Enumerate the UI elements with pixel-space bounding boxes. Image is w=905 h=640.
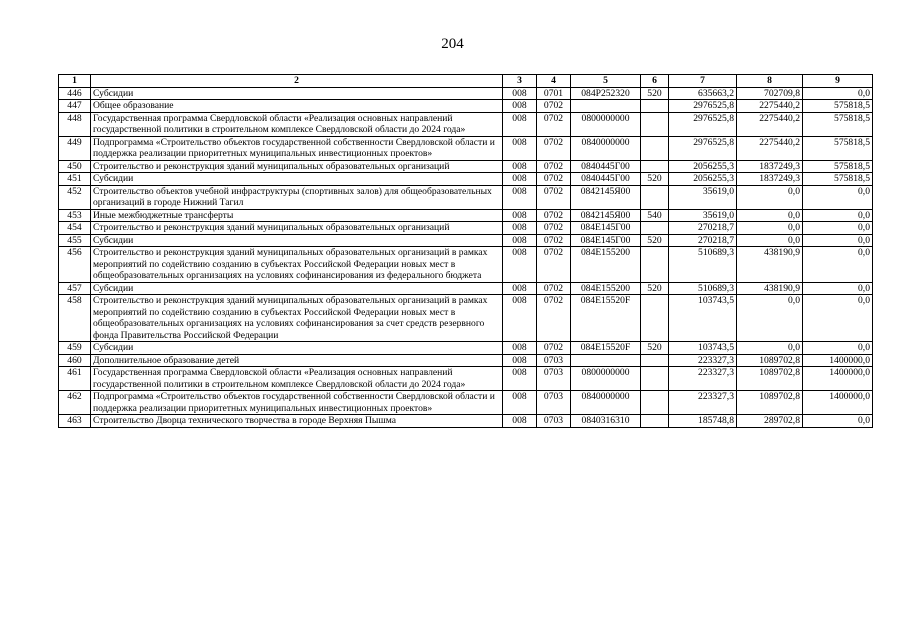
table-row: [59, 100, 873, 113]
row-name: Подпрограмма «Строительство объектов государственной собственности Свердловской области и поддержка реализации приоритетных муниципальных инвестиционных проектов»: [91, 136, 503, 160]
row-name: Государственная программа Свердловской области «Реализация основных направлений государственной политики в строительном комплексе Свердловской области до 2024 года»: [91, 367, 503, 391]
target-article-code: 084E145Г00: [571, 222, 641, 235]
amount-col-7: 103743,5: [669, 295, 737, 342]
amount-col-9: 0,0: [803, 247, 873, 283]
section-code: 0703: [537, 367, 571, 391]
row-number: 456: [59, 247, 91, 283]
amount-col-8: 438190,9: [737, 247, 803, 283]
amount-col-9: 0,0: [803, 295, 873, 342]
ministry-code: 008: [503, 282, 537, 295]
row-number: 446: [59, 87, 91, 100]
ministry-code: 008: [503, 222, 537, 235]
amount-col-7: 103743,5: [669, 342, 737, 355]
column-header: 1: [59, 75, 91, 88]
table-row: [59, 415, 873, 428]
expense-type-code: [641, 136, 669, 160]
amount-col-8: 289702,8: [737, 415, 803, 428]
amount-col-8: 0,0: [737, 295, 803, 342]
table-row: [59, 234, 873, 247]
table-row: [59, 173, 873, 186]
amount-col-9: 1400000,0: [803, 391, 873, 415]
amount-col-7: 270218,7: [669, 222, 737, 235]
row-name: Строительство и реконструкция зданий муниципальных образовательных организаций в рамках мероприятий по содействию созданию в субъектах Российской Федерации новых мест в общеобразовательных организациях на условиях софинансирования из федерального бюджета: [91, 247, 503, 283]
amount-col-9: 0,0: [803, 342, 873, 355]
column-header: 9: [803, 75, 873, 88]
table-row: [59, 209, 873, 222]
amount-col-8: 0,0: [737, 342, 803, 355]
amount-col-8: 702709,8: [737, 87, 803, 100]
amount-col-7: 223327,3: [669, 367, 737, 391]
ministry-code: 008: [503, 160, 537, 173]
column-header: 5: [571, 75, 641, 88]
amount-col-8: 0,0: [737, 234, 803, 247]
amount-col-9: 0,0: [803, 87, 873, 100]
amount-col-7: 185748,8: [669, 415, 737, 428]
section-code: 0702: [537, 222, 571, 235]
amount-col-7: 270218,7: [669, 234, 737, 247]
expense-type-code: [641, 160, 669, 173]
expense-type-code: 540: [641, 209, 669, 222]
ministry-code: 008: [503, 136, 537, 160]
amount-col-7: 2976525,8: [669, 112, 737, 136]
row-name: Субсидии: [91, 342, 503, 355]
expense-type-code: 520: [641, 342, 669, 355]
column-header: 6: [641, 75, 669, 88]
amount-col-9: 0,0: [803, 222, 873, 235]
target-article-code: [571, 354, 641, 367]
page-number: 204: [441, 36, 464, 52]
row-number: 460: [59, 354, 91, 367]
amount-col-8: 2275440,2: [737, 136, 803, 160]
section-code: 0702: [537, 185, 571, 209]
row-name: Государственная программа Свердловской области «Реализация основных направлений государственной политики в строительном комплексе Свердловской области до 2024 года»: [91, 112, 503, 136]
column-header: 2: [91, 75, 503, 88]
amount-col-7: 510689,3: [669, 247, 737, 283]
amount-col-9: 0,0: [803, 185, 873, 209]
row-name: Субсидии: [91, 87, 503, 100]
row-name: Подпрограмма «Строительство объектов государственной собственности Свердловской области и поддержка реализации приоритетных муниципальных инвестиционных проектов»: [91, 391, 503, 415]
table-row: [59, 354, 873, 367]
amount-col-8: 0,0: [737, 209, 803, 222]
expense-type-code: [641, 247, 669, 283]
amount-col-7: 2976525,8: [669, 100, 737, 113]
row-name: Строительство объектов учебной инфраструктуры (спортивных залов) для общеобразовательных организаций в городе Нижний Тагил: [91, 185, 503, 209]
target-article-code: 084E15520F: [571, 342, 641, 355]
amount-col-8: 2275440,2: [737, 112, 803, 136]
column-header: 7: [669, 75, 737, 88]
row-number: 454: [59, 222, 91, 235]
table-row: [59, 342, 873, 355]
row-number: 463: [59, 415, 91, 428]
amount-col-9: 575818,5: [803, 160, 873, 173]
section-code: 0702: [537, 100, 571, 113]
amount-col-9: 575818,5: [803, 173, 873, 186]
table-row: [59, 282, 873, 295]
amount-col-7: 223327,3: [669, 391, 737, 415]
section-code: 0702: [537, 112, 571, 136]
ministry-code: 008: [503, 112, 537, 136]
table-row: [59, 185, 873, 209]
expense-type-code: [641, 391, 669, 415]
target-article-code: 0842145Я00: [571, 209, 641, 222]
row-number: 449: [59, 136, 91, 160]
section-code: 0703: [537, 391, 571, 415]
ministry-code: 008: [503, 342, 537, 355]
target-article-code: 084E155200: [571, 282, 641, 295]
table-row: [59, 391, 873, 415]
table-row: [59, 160, 873, 173]
expense-type-code: [641, 295, 669, 342]
expense-type-code: [641, 367, 669, 391]
expense-type-code: 520: [641, 173, 669, 186]
ministry-code: 008: [503, 100, 537, 113]
ministry-code: 008: [503, 367, 537, 391]
row-name: Строительство и реконструкция зданий муниципальных образовательных организаций в рамках мероприятий по содействию созданию в субъектах Российской Федерации новых мест в общеобразовательных организациях на условиях софинансирования за счет средств резервного фонда Правительства Российской Федерации: [91, 295, 503, 342]
amount-col-8: 1089702,8: [737, 391, 803, 415]
table-row: [59, 222, 873, 235]
amount-col-7: 635663,2: [669, 87, 737, 100]
table-row: [59, 247, 873, 283]
expense-type-code: 520: [641, 87, 669, 100]
row-number: 451: [59, 173, 91, 186]
section-code: 0702: [537, 160, 571, 173]
ministry-code: 008: [503, 209, 537, 222]
target-article-code: 0840000000: [571, 136, 641, 160]
amount-col-7: 2976525,8: [669, 136, 737, 160]
row-name: Строительство и реконструкция зданий муниципальных образовательных организаций: [91, 160, 503, 173]
section-code: 0702: [537, 295, 571, 342]
target-article-code: 084E145Г00: [571, 234, 641, 247]
section-code: 0703: [537, 415, 571, 428]
expense-type-code: [641, 100, 669, 113]
section-code: 0702: [537, 136, 571, 160]
table-row: [59, 136, 873, 160]
target-article-code: 0840445Г00: [571, 173, 641, 186]
row-number: 447: [59, 100, 91, 113]
amount-col-7: 223327,3: [669, 354, 737, 367]
budget-table: [58, 74, 873, 428]
row-name: Строительство Дворца технического творчества в городе Верхняя Пышма: [91, 415, 503, 428]
row-number: 450: [59, 160, 91, 173]
row-name: Субсидии: [91, 173, 503, 186]
row-name: Строительство и реконструкция зданий муниципальных образовательных организаций: [91, 222, 503, 235]
ministry-code: 008: [503, 354, 537, 367]
row-name: Иные межбюджетные трансферты: [91, 209, 503, 222]
amount-col-8: 0,0: [737, 222, 803, 235]
amount-col-8: 1089702,8: [737, 367, 803, 391]
table-header-row: [59, 75, 873, 88]
ministry-code: 008: [503, 185, 537, 209]
target-article-code: 0800000000: [571, 112, 641, 136]
section-code: 0703: [537, 354, 571, 367]
column-header: 8: [737, 75, 803, 88]
amount-col-7: 2056255,3: [669, 173, 737, 186]
row-number: 458: [59, 295, 91, 342]
row-number: 462: [59, 391, 91, 415]
row-name: Субсидии: [91, 234, 503, 247]
ministry-code: 008: [503, 173, 537, 186]
amount-col-9: 0,0: [803, 415, 873, 428]
amount-col-7: 2056255,3: [669, 160, 737, 173]
row-name: Общее образование: [91, 100, 503, 113]
amount-col-9: 1400000,0: [803, 354, 873, 367]
section-code: 0702: [537, 234, 571, 247]
section-code: 0702: [537, 282, 571, 295]
row-number: 459: [59, 342, 91, 355]
expense-type-code: [641, 112, 669, 136]
expense-type-code: 520: [641, 282, 669, 295]
row-number: 461: [59, 367, 91, 391]
table-row: [59, 112, 873, 136]
amount-col-9: 1400000,0: [803, 367, 873, 391]
column-header: 3: [503, 75, 537, 88]
row-name: Дополнительное образование детей: [91, 354, 503, 367]
column-header: 4: [537, 75, 571, 88]
section-code: 0702: [537, 209, 571, 222]
ministry-code: 008: [503, 247, 537, 283]
amount-col-8: 438190,9: [737, 282, 803, 295]
amount-col-8: 1837249,3: [737, 160, 803, 173]
amount-col-7: 510689,3: [669, 282, 737, 295]
ministry-code: 008: [503, 295, 537, 342]
row-number: 453: [59, 209, 91, 222]
table-row: [59, 367, 873, 391]
section-code: 0702: [537, 342, 571, 355]
table-row: [59, 87, 873, 100]
amount-col-9: 0,0: [803, 209, 873, 222]
row-number: 448: [59, 112, 91, 136]
ministry-code: 008: [503, 391, 537, 415]
target-article-code: 0800000000: [571, 367, 641, 391]
section-code: 0701: [537, 87, 571, 100]
target-article-code: 0840000000: [571, 391, 641, 415]
expense-type-code: [641, 354, 669, 367]
amount-col-7: 35619,0: [669, 185, 737, 209]
expense-type-code: 520: [641, 234, 669, 247]
amount-col-7: 35619,0: [669, 209, 737, 222]
target-article-code: 0840445Г00: [571, 160, 641, 173]
target-article-code: 0840316310: [571, 415, 641, 428]
amount-col-8: 1089702,8: [737, 354, 803, 367]
amount-col-8: 0,0: [737, 185, 803, 209]
ministry-code: 008: [503, 415, 537, 428]
target-article-code: [571, 100, 641, 113]
expense-type-code: [641, 415, 669, 428]
table-row: [59, 295, 873, 342]
target-article-code: 0842145Я00: [571, 185, 641, 209]
amount-col-9: 0,0: [803, 234, 873, 247]
section-code: 0702: [537, 173, 571, 186]
ministry-code: 008: [503, 234, 537, 247]
expense-type-code: [641, 185, 669, 209]
expense-type-code: [641, 222, 669, 235]
amount-col-9: 575818,5: [803, 100, 873, 113]
amount-col-8: 1837249,3: [737, 173, 803, 186]
row-number: 455: [59, 234, 91, 247]
amount-col-8: 2275440,2: [737, 100, 803, 113]
amount-col-9: 575818,5: [803, 112, 873, 136]
table-body: [59, 87, 873, 427]
amount-col-9: 0,0: [803, 282, 873, 295]
row-name: Субсидии: [91, 282, 503, 295]
target-article-code: 084E155200: [571, 247, 641, 283]
row-number: 452: [59, 185, 91, 209]
row-number: 457: [59, 282, 91, 295]
amount-col-9: 575818,5: [803, 136, 873, 160]
ministry-code: 008: [503, 87, 537, 100]
target-article-code: 084E15520F: [571, 295, 641, 342]
section-code: 0702: [537, 247, 571, 283]
target-article-code: 084P252320: [571, 87, 641, 100]
